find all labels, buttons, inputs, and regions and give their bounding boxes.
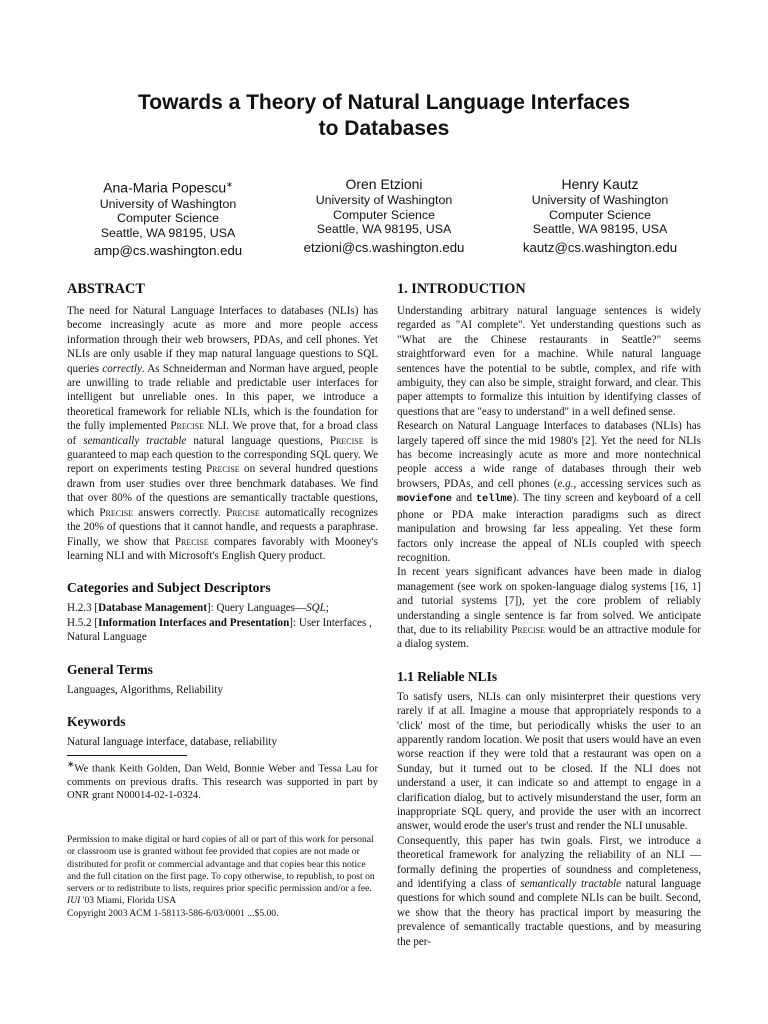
- keywords-text: Natural language interface, database, reliability: [67, 735, 278, 748]
- title-line-2: to Databases: [318, 117, 450, 140]
- author-department: Computer Science: [549, 207, 651, 222]
- paper-title: [60, 90, 708, 142]
- categories-heading: Categories and Subject Descriptors: [67, 580, 271, 596]
- permission-text: Permission to make digital or hard copies of all or part of this work for personal or classroom use is granted without fee provided that copies are not made or distributed for profit or commercial advantage and that copies bear this notice and the full citation on the first page. To copy otherwise, to republish, to post on servers or to redistribute to lists, requires prior specific permission and/or a fee.: [67, 834, 375, 895]
- precise-name: Precise: [205, 463, 240, 476]
- precise-name: Precise: [170, 420, 205, 433]
- right-column: [397, 280, 701, 949]
- venue-line: IUI '03 Miami, Florida USA: [67, 895, 177, 907]
- left-column: [67, 280, 378, 802]
- author-block: [60, 176, 708, 259]
- reliable-nlis-heading: 1.1 Reliable NLIs: [397, 668, 498, 684]
- author-address: Seattle, WA 98195, USA: [532, 222, 668, 236]
- author-affiliation: University of Washington: [531, 193, 669, 207]
- author-department: Computer Science: [333, 207, 435, 222]
- intro-paragraph-3: In recent years significant advances have been made in dialog management (see work on spoken-language dialog systems [16, 1] and tutorial systems [7]), yet the core problem of reliably understanding a single sentence is far from solved. We anticipate that, due to its reliability Precise would be an attractive module for a dialog system.: [397, 566, 701, 651]
- precise-name: Precise: [511, 623, 545, 636]
- abstract-heading: ABSTRACT: [67, 281, 145, 297]
- author-name: Oren Etzioni: [345, 176, 423, 192]
- intro-paragraph-2: Research on Natural Language Interfaces to databases (NLIs) has largely tapered off since the mid 1980's [2]. Yet the need for NLIs has become increasingly acute as more and more nontechnical people access a wide range of databases through their web browsers, PDAs, and cell phones (e.g., accessing services such as moviefone and tellme). The tiny screen and keyboard of a cell phone or PDA make interaction paradigms such as direct manipulation and browsing far less appealing. Yet these form factors only increase the appeal of NLIs coupled with speech recognition.: [397, 420, 701, 564]
- categories-text: H.2.3 [Database Management]: Query Languages—SQL; H.5.2 [Information Interfaces and Presentation]: User Interfaces , Natural Language: [67, 602, 372, 644]
- tellme-service: tellme: [475, 494, 513, 506]
- precise-name: Precise: [329, 434, 364, 447]
- author-etzioni: [276, 176, 492, 256]
- author-email[interactable]: amp@cs.washington.edu: [93, 243, 243, 259]
- precise-name: Precise: [225, 506, 260, 519]
- general-terms-heading: General Terms: [67, 661, 153, 677]
- title-line-1: Towards a Theory of Natural Language Interfaces: [137, 91, 631, 114]
- precise-name: Precise: [174, 535, 209, 548]
- author-popescu: [60, 176, 276, 259]
- copyright-line: Copyright 2003 ACM 1-58113-586-6/03/0001 ...$5.00.: [67, 907, 279, 919]
- permission-block: [67, 834, 378, 920]
- reliable-paragraph-1: To satisfy users, NLIs can only misinterpret their questions very rarely if at all. Imagine a mouse that appropriately responds to a 'click' most of the time, but periodically whisks the user to an apparently random location. We posit that users would have an even worse reaction if they were told that a restaurant was open on a Sunday, but it turned out to be closed. If the NLI does not understand a user, it can indicate so and attempt to engage in a clarification dialog, but to actively misunderstand the user, form an inappropriate SQL query, and provide the user with an incorrect answer, would erode the user's trust and render the NLI unusable.: [397, 690, 701, 833]
- author-footnote-mark: ∗: [226, 180, 233, 189]
- author-address: Seattle, WA 98195, USA: [316, 222, 452, 236]
- author-name: Ana-Maria Popescu: [103, 179, 227, 196]
- reliable-paragraph-2: Consequently, this paper has twin goals. First, we introduce a theoretical framework for analyzing the reliability of an NLI — formally defining the properties of soundness and completeness, and identifying a class of semantically tractable natural language questions for which sound and complete NLIs can be built. Second, we show that the theory has practical import by measuring the prevalence of semantically tractable questions, and by measuring the per-: [397, 834, 702, 948]
- acknowledgement-footnote: ∗We thank Keith Golden, Dan Weld, Bonnie Weber and Tessa Lau for comments on previous drafts. This research was supported in part by ONR grant N00014-02-1-0324.: [67, 759, 378, 802]
- general-terms-text: Languages, Algorithms, Reliability: [67, 683, 223, 696]
- intro-heading: 1. INTRODUCTION: [397, 281, 526, 297]
- author-affiliation: University of Washington: [99, 196, 237, 211]
- author-email[interactable]: etzioni@cs.washington.edu: [303, 239, 465, 255]
- author-name: Henry Kautz: [561, 176, 639, 192]
- author-kautz: [492, 176, 708, 256]
- author-email[interactable]: kautz@cs.washington.edu: [522, 239, 678, 255]
- author-affiliation: University of Washington: [315, 193, 453, 207]
- abstract-text: The need for Natural Language Interfaces to databases (NLIs) has become increasingly acute as more and more people access information through their web browsers, PDAs, and cell phones. Yet NLIs are only usable if they map natural language questions to SQL queries correctly. As Schneiderman and Norman have argued, people are unwilling to trade reliable and predictable user interfaces for intelligent but unreliable ones. In this paper, we introduce a theoretical framework for reliable NLIs, which is the foundation for the fully implemented Precise NLI. We prove that, for a broad class of semantically tractable natural language questions, Precise is guaranteed to map each question to the corresponding SQL query. We report on experiments testing Precise on several hundred questions drawn from user studies over three benchmark databases. We find that over 80% of the questions are semantically tractable questions, which Precise answers correctly. Precise automatically recognizes the 20% of questions that it cannot handle, and requests a paraphrase. Finally, we show that Precise compares favorably with Mooney's learning NLI and with Microsoft's English Query product.: [67, 305, 378, 562]
- precise-name: Precise: [99, 506, 134, 519]
- intro-paragraph-1: Understanding arbitrary natural language sentences is widely regarded as "AI complete". Yet understanding questions such as "What are the Chinese restaurants in Seattle?" seems straightforward even for a machine. While natural language sentences have the potential to be subtle, complex, and rife with ambiguity, they can also be simple, straight forward, and clear. This paper attempts to formalize this intuition by identifying classes of questions that are "easy to understand" in a well defined sense.: [397, 305, 701, 418]
- footnote-rule: [67, 755, 187, 756]
- author-address: Seattle, WA 98195, USA: [100, 225, 236, 240]
- keywords-heading: Keywords: [67, 713, 126, 729]
- author-department: Computer Science: [117, 211, 219, 226]
- moviefone-service: moviefone: [397, 494, 453, 506]
